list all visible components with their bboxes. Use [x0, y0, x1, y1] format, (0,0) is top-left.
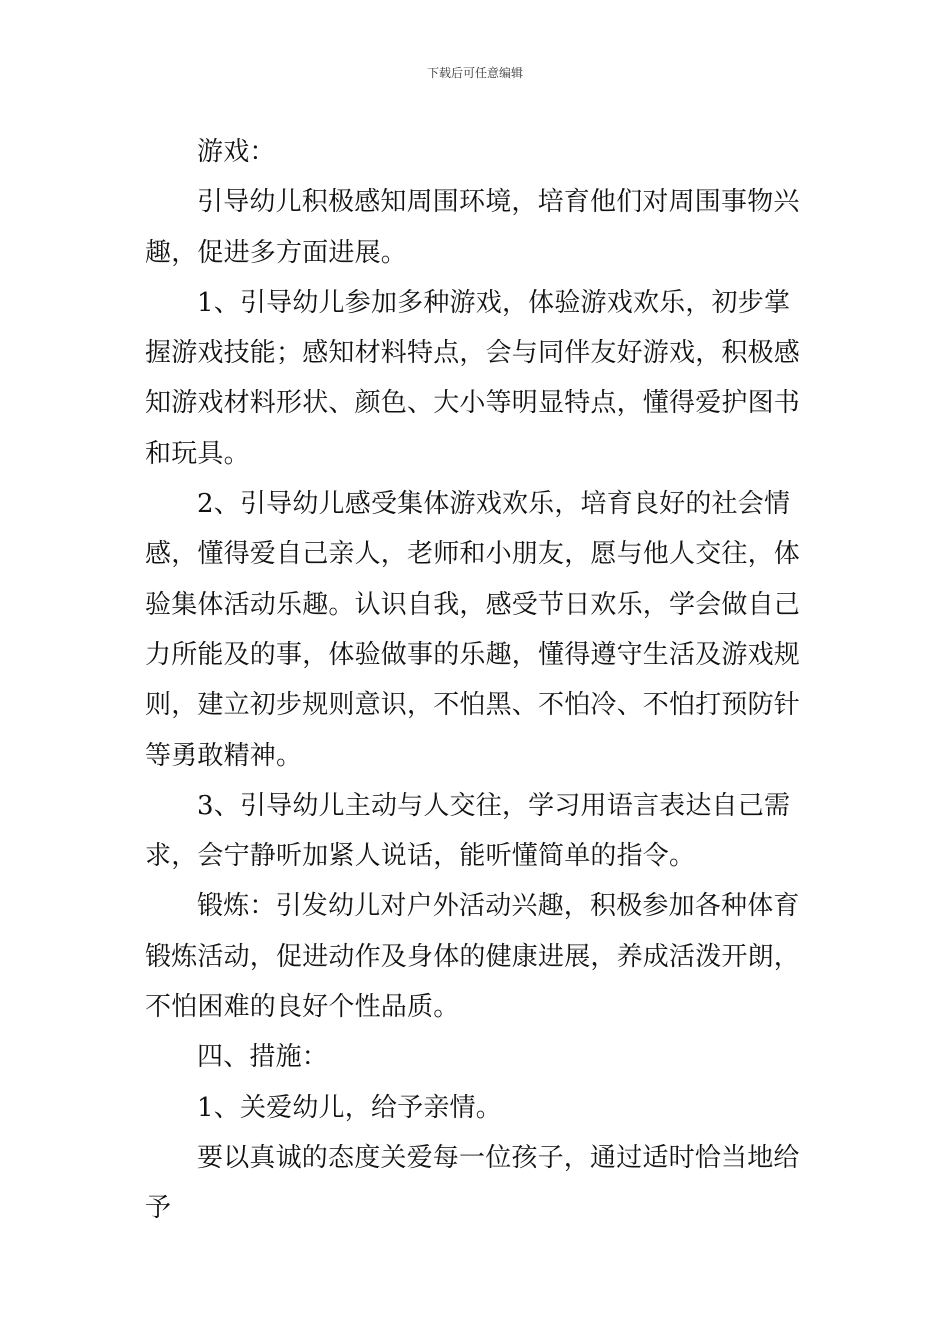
paragraph-measures-heading: 四、措施：	[197, 1042, 329, 1073]
page-header: 下载后可任意编辑	[426, 66, 523, 80]
paragraph-game-heading: 游戏：	[197, 137, 276, 167]
paragraph-item-1: 1、引导幼儿参加多种游戏，体验游戏欢乐，初步掌握游戏技能；感知材料特点，会与同伴友好游戏，积极感知游戏材料形状、颜色、大小等明显特点，懂得爱护图书和玩具。	[145, 287, 801, 469]
paragraph-item-3: 3、引导幼儿主动与人交往，学习用语言表达自己需求，会宁静听加紧人说话，能听懂简单的指令。	[145, 790, 791, 872]
paragraph-exercise: 锻炼：引发幼儿对户外活动兴趣，积极参加各种体育锻炼活动，促进动作及身体的健康进展，养成活泼开朗，不怕困难的良好个性品质。	[145, 891, 801, 1023]
paragraph-measure-1: 1、关爱幼儿，给予亲情。	[197, 1092, 502, 1123]
paragraph-item-2: 2、引导幼儿感受集体游戏欢乐，培育良好的社会情感，懂得爱自己亲人，老师和小朋友，愿与他人交往，体验集体活动乐趣。认识自我，感受节日欢乐，学会做自己力所能及的事，体验做事的乐趣，懂得遵守生活及游戏规则，建立初步规则意识，不怕黑、不怕冷、不怕打预防针等勇敢精神。	[145, 489, 801, 771]
paragraph-game-intro: 引导幼儿积极感知周围环境，培育他们对周围事物兴趣，促进多方面进展。	[145, 187, 800, 268]
paragraph-measure-1-text: 要以真诚的态度关爱每一位孩子，通过适时恰当地给予	[145, 1142, 800, 1224]
document-body	[145, 127, 810, 1234]
